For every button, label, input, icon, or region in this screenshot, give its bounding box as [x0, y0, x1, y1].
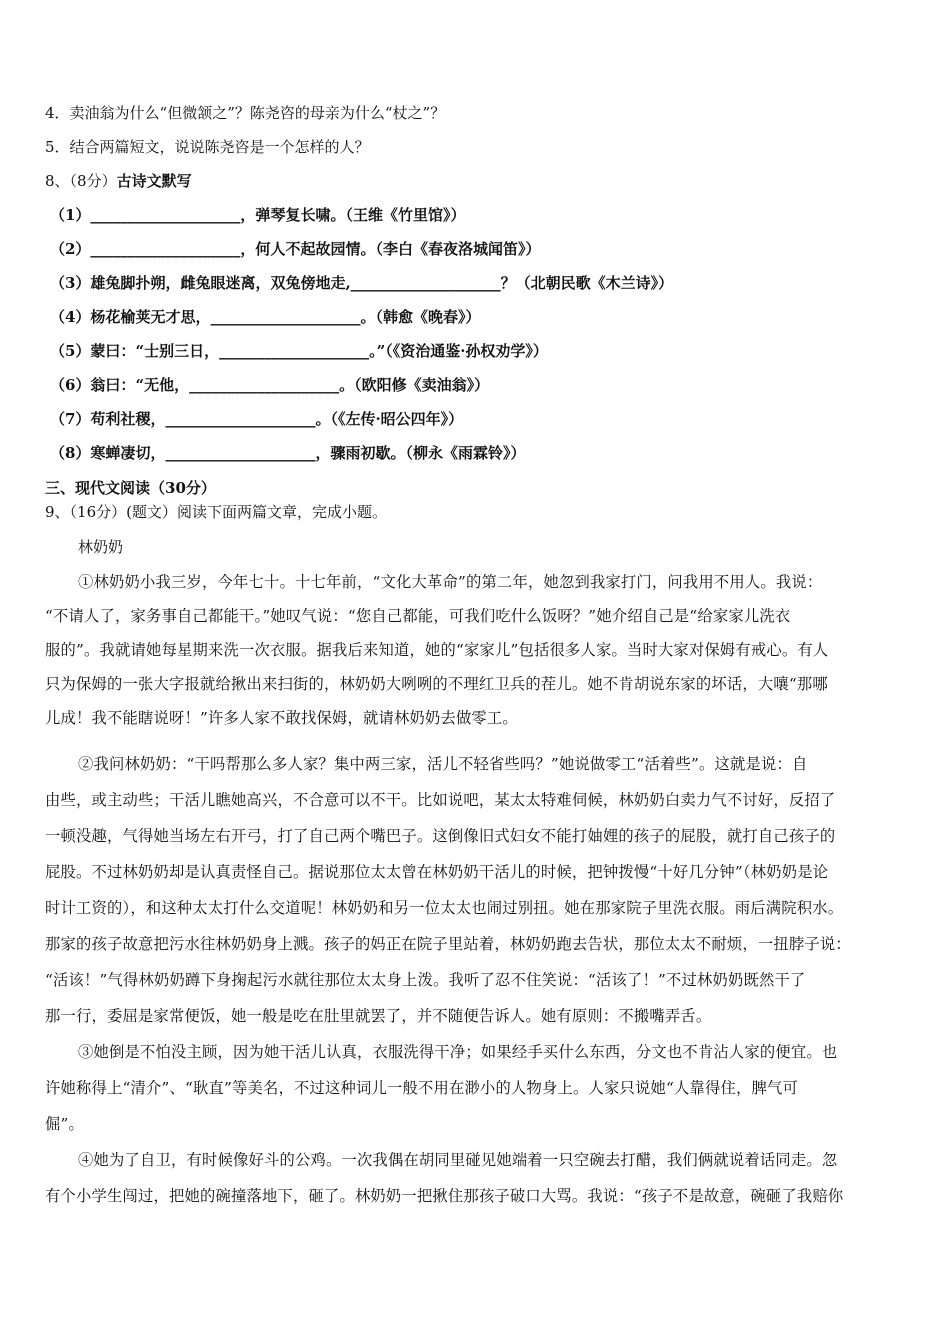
article-line: “活该！”气得林奶奶蹲下身掬起污水就往那位太太身上泼。我听了忍不住笑说：“活该了！”不过林奶奶既然干了 — [45, 971, 806, 989]
article-line: 有个小学生闯过，把她的碗撞落地下，砸了。林奶奶一把揪住那孩子破口大骂。我说：“孩子不是故意，碗砸了我赔你 — [45, 1187, 844, 1205]
article-line: ①林奶奶小我三岁，今年七十。十七年前，“文化大革命”的第二年，她忽到我家打门，问我用不用人。我说： — [78, 573, 823, 591]
article-line: 那一行，委屈是家常便饭，她一般是吃在肚里就罢了，并不随便告诉人。她有原则：不搬嘴弄舌。 — [45, 1007, 712, 1025]
recitation-item-4: （4）杨花榆荚无才思，____________________。（韩愈《晚春》） — [50, 308, 481, 326]
question-4: 4．卖油翁为什么“但微颔之”？陈尧咨的母亲为什么“杖之”？ — [45, 104, 446, 122]
article-line: “不请人了，家务事自己都能干。”她叹气说：“您自己都能，可我们吃什么饭呀？”她介绍自己是“给家家儿洗衣 — [45, 607, 791, 625]
section-8-number: 8、（8分） — [45, 172, 117, 190]
section-8-heading — [45, 170, 192, 191]
question-9-intro: 9、（16分）(题文）阅读下面两篇文章，完成小题。 — [45, 503, 387, 521]
article-line: ②我问林奶奶：“干吗帮那么多人家？集中两三家，活儿不轻省些吗？”她说做零工“活着些”。这就是说：自 — [78, 755, 808, 773]
article-line: 许她称得上“清介”、“耿直”等美名，不过这种词儿一般不用在渺小的人物身上。人家只说她“人靠得住，脾气可 — [45, 1079, 798, 1097]
article-line: 倔”。 — [45, 1115, 85, 1133]
article-line: 儿成！我不能瞎说呀！”许多人家不敢找保姆，就请林奶奶去做零工。 — [45, 709, 518, 727]
article-line: ④她为了自卫，有时候像好斗的公鸡。一次我偶在胡同里碰见她端着一只空碗去打醋，我们俩就说着话同走。忽 — [78, 1151, 838, 1169]
article-line: 服的”。我就请她每星期来洗一次衣服。据我后来知道，她的“家家儿”包括很多人家。当时大家对保姆有戒心。有人 — [45, 641, 829, 659]
article-line: ③她倒是不怕没主顾，因为她干活儿认真，衣服洗得干净；如果经手买什么东西，分文也不肯沾人家的便宜。也 — [78, 1043, 838, 1061]
recitation-item-6: （6）翁曰：“无他，____________________。（欧阳修《卖油翁》） — [50, 376, 490, 394]
section-8-title: 古诗文默写 — [116, 172, 192, 190]
recitation-item-5: （5）蒙曰：“士别三日，____________________。”（《资治通鉴·孙权劝学》） — [50, 342, 548, 360]
article-line: 那家的孩子故意把污水往林奶奶身上溅。孩子的妈正在院子里站着，林奶奶跑去告状，那位太太不耐烦，一扭脖子说： — [45, 935, 851, 953]
recitation-item-3: （3）雄兔脚扑朔，雌兔眼迷离，双兔傍地走,____________________？（北朝民歌《木兰诗》） — [50, 274, 674, 292]
question-5: 5．结合两篇短文，说说陈尧咨是一个怎样的人？ — [45, 138, 370, 156]
section-3-heading: 三、现代文阅读（30分） — [45, 479, 216, 497]
article-line: 屁股。不过林奶奶却是认真责怪自己。据说那位太太曾在林奶奶干活儿的时候，把钟拨慢“十好几分钟”（林奶奶是论 — [45, 863, 829, 881]
recitation-item-1: （1）____________________，弹琴复长啸。（王维《竹里馆》） — [50, 206, 466, 224]
article-title: 林奶奶 — [78, 538, 124, 556]
article-line: 由些，或主动些；干活儿瞧她高兴，不合意可以不干。比如说吧，某太太特难伺候，林奶奶白卖力气不讨好，反招了 — [45, 791, 836, 809]
recitation-item-8: （8）寒蝉凄切，____________________，骤雨初歇。（柳永《雨霖铃》） — [50, 444, 526, 462]
article-line: 时计工资的），和这种太太打什么交道呢！林奶奶和另一位太太也闹过别扭。她在那家院子里洗衣服。雨后满院积水。 — [45, 899, 844, 917]
article-line: 一顿没趣，气得她当场左右开弓，打了自己两个嘴巴子。这倒像旧式妇女不能打妯娌的孩子的屁股，就打自己孩子的 — [45, 827, 836, 845]
recitation-item-2: （2）____________________，何人不起故园情。（李白《春夜洛城闻笛》） — [50, 240, 541, 258]
article-line: 只为保姆的一张大字报就给揪出来扫街的，林奶奶大咧咧的不理红卫兵的茬儿。她不肯胡说东家的坏话，大嚷“那哪 — [45, 675, 828, 693]
recitation-item-7: （7）苟利社稷，____________________。（《左传·昭公四年》） — [50, 410, 464, 428]
